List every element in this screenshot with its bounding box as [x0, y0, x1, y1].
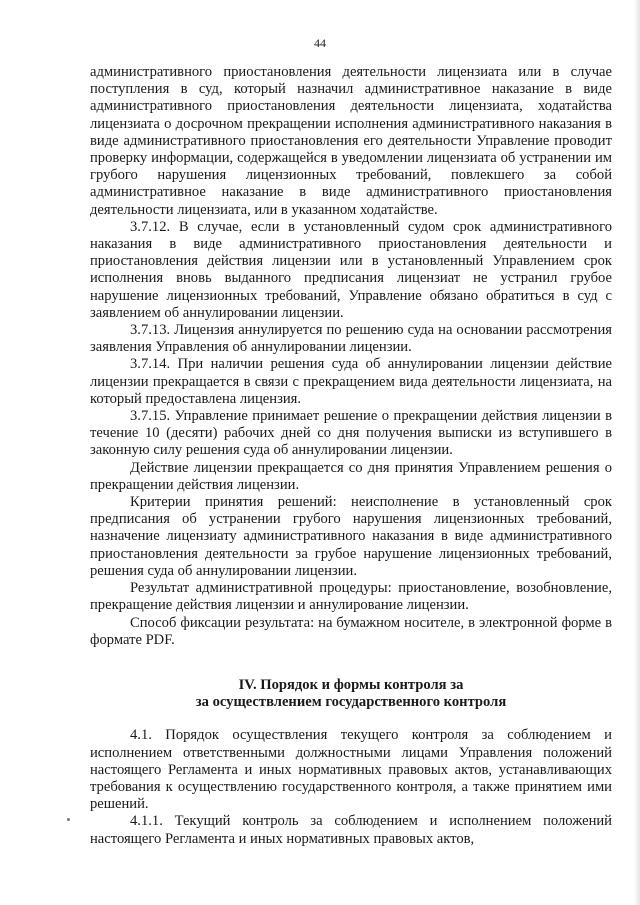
paragraph-3-7-15: 3.7.15. Управление принимает решение о прекращении действия лицензии в течение 10 (десяти) рабочих дней со дня получения выписки из вступившего в законную силу решения суда об аннулировании лицензии.	[90, 408, 612, 459]
paragraph-procedure-result: Результат административной процедуры: приостановление, возобновление, прекращение действия лицензии и аннулирование лицензии.	[90, 580, 612, 614]
section-heading-line-2: за осуществлением государственного контроля	[195, 694, 507, 711]
paragraph-4-1: 4.1. Порядок осуществления текущего контроля за соблюдением и исполнением ответственными должностными лицами Управления положений настоящего Регламента и иных нормативных правовых актов, устанавливающих требования к осуществлению государственного контроля, а также принятием ими решений.	[90, 727, 612, 813]
scan-dot-mark	[67, 818, 70, 821]
paragraph-decision-criteria: Критерии принятия решений: неисполнение в установленный срок предписания об устранении грубого нарушения лицензионных требований, назначение лицензиату административного наказания в виде административного приостановления деятельности за грубое нарушение лицензионных требований, решения суда об аннулировании лицензии.	[90, 494, 612, 579]
paragraph-license-termination: Действие лицензии прекращается со дня принятия Управлением решения о прекращении действия лицензии.	[90, 459, 612, 493]
page-number: 44	[314, 36, 326, 50]
section-heading-line-1: IV. Порядок и формы контроля за	[238, 676, 464, 693]
paragraph-3-7-12: 3.7.12. В случае, если в установленный судом срок административного наказания в виде административного приостановления деятельности и приостановления действия лицензии или в установленный Управлением срок исполнения вновь выданного предписания лицензиат не устранил грубое нарушение лицензионных требований, Управление обязано обратиться в суд с заявлением об аннулировании лицензии.	[90, 218, 612, 321]
paragraph-result-fixation: Способ фиксации результата: на бумажном носителе, в электронной форме в формате PDF.	[90, 614, 612, 648]
document-body	[90, 64, 612, 848]
paragraph-3-7-13: 3.7.13. Лицензия аннулируется по решению суда на основании рассмотрения заявления Управления об аннулировании лицензии.	[90, 322, 612, 356]
section-heading	[90, 677, 612, 711]
paragraph-continuation: административного приостановления деятельности лицензиата или в случае поступления в суд, который назначил административное наказание в виде административного приостановления деятельности лицензиата, ходатайства лицензиата о досрочном прекращении исполнения административного наказания в виде административного приостановления его деятельности Управление проводит проверку информации, содержащейся в уведомлении лицензиата об устранении им грубого нарушения лицензионных требований, повлекшего за собой административное наказание в виде административного приостановления деятельности лицензиата, или в указанном ходатайстве.	[90, 64, 612, 218]
paragraph-4-1-1: 4.1.1. Текущий контроль за соблюдением и исполнением положений настоящего Регламента и иных нормативных правовых актов,	[90, 813, 612, 847]
page-edge-shadow	[634, 0, 640, 905]
paragraph-3-7-14: 3.7.14. При наличии решения суда об аннулировании лицензии действие лицензии прекращается в связи с прекращением вида деятельности лицензиата, на который предоставлена лицензия.	[90, 356, 612, 407]
